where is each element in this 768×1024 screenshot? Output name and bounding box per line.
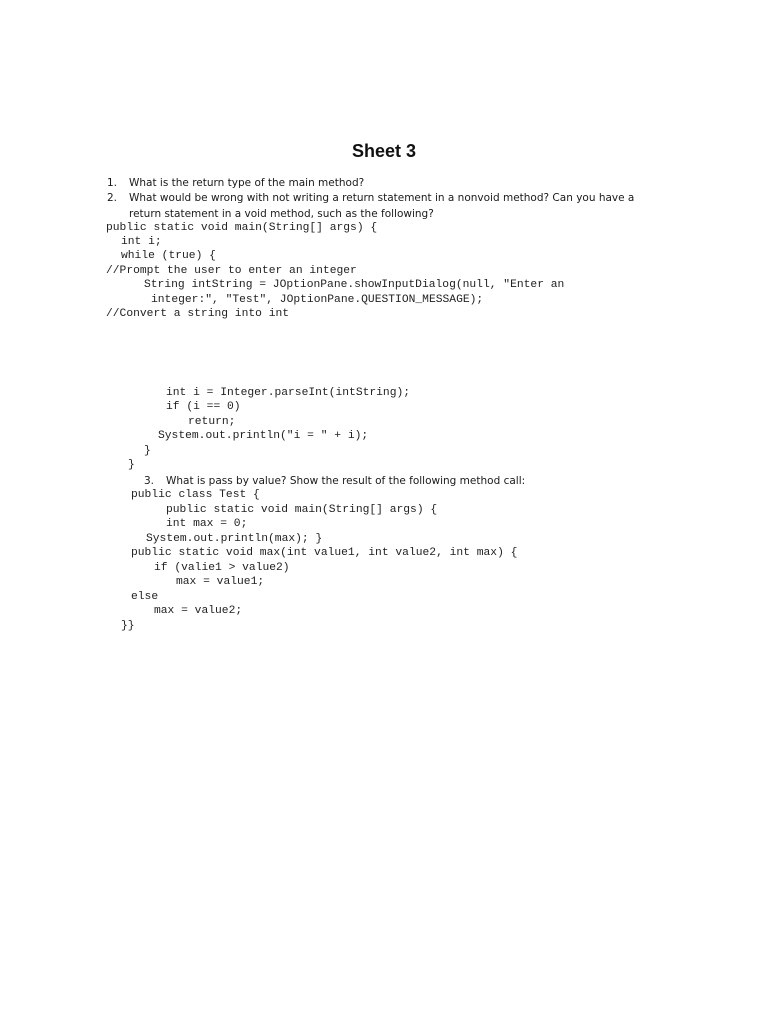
code-line: if (valie1 > value2) xyxy=(154,562,290,574)
question-3-text: What is pass by value? Show the result of the following method call: xyxy=(166,475,526,487)
code-line: } xyxy=(144,445,151,457)
question-2-continued xyxy=(129,206,434,222)
code-line: int i; xyxy=(121,236,162,248)
code-line: max = value1; xyxy=(176,576,265,588)
question-2-text-line-2: return statement in a void method, such as the following? xyxy=(129,208,434,220)
question-1-text: What is the return type of the main method? xyxy=(129,177,365,189)
code-line: while (true) { xyxy=(121,250,216,262)
code-line: max = value2; xyxy=(154,605,243,617)
code-line: //Prompt the user to enter an integer xyxy=(106,265,357,277)
code-line: String intString = JOptionPane.showInputDialog(null, "Enter an xyxy=(144,279,565,291)
question-3-number: 3. xyxy=(144,475,155,487)
question-1-number: 1. xyxy=(107,177,118,189)
code-line: public class Test { xyxy=(131,489,260,501)
code-line: return; xyxy=(188,416,236,428)
code-line: public static void main(String[] args) { xyxy=(166,504,438,516)
code-line: System.out.println(max); } xyxy=(146,533,323,545)
question-1 xyxy=(107,175,364,191)
code-line: public static void main(String[] args) { xyxy=(106,222,378,234)
question-2-number-label: 2. xyxy=(107,192,118,204)
code-line: //Convert a string into int xyxy=(106,308,290,320)
code-line: else xyxy=(131,591,159,603)
code-line: if (i == 0) xyxy=(166,401,241,413)
code-line: public static void max(int value1, int value2, int max) { xyxy=(131,547,518,559)
code-line: } xyxy=(128,459,135,471)
code-line: integer:", "Test", JOptionPane.QUESTION_MESSAGE); xyxy=(151,294,484,306)
question-3 xyxy=(144,473,525,489)
code-line: int max = 0; xyxy=(166,518,248,530)
page-title: Sheet 3 xyxy=(351,141,417,161)
code-line: System.out.println("i = " + i); xyxy=(158,430,369,442)
question-2 xyxy=(107,190,634,206)
code-line: }} xyxy=(121,620,135,632)
question-2-text: What would be wrong with not writing a return statement in a nonvoid method? Can you have a xyxy=(129,192,635,204)
code-line: int i = Integer.parseInt(intString); xyxy=(166,387,411,399)
